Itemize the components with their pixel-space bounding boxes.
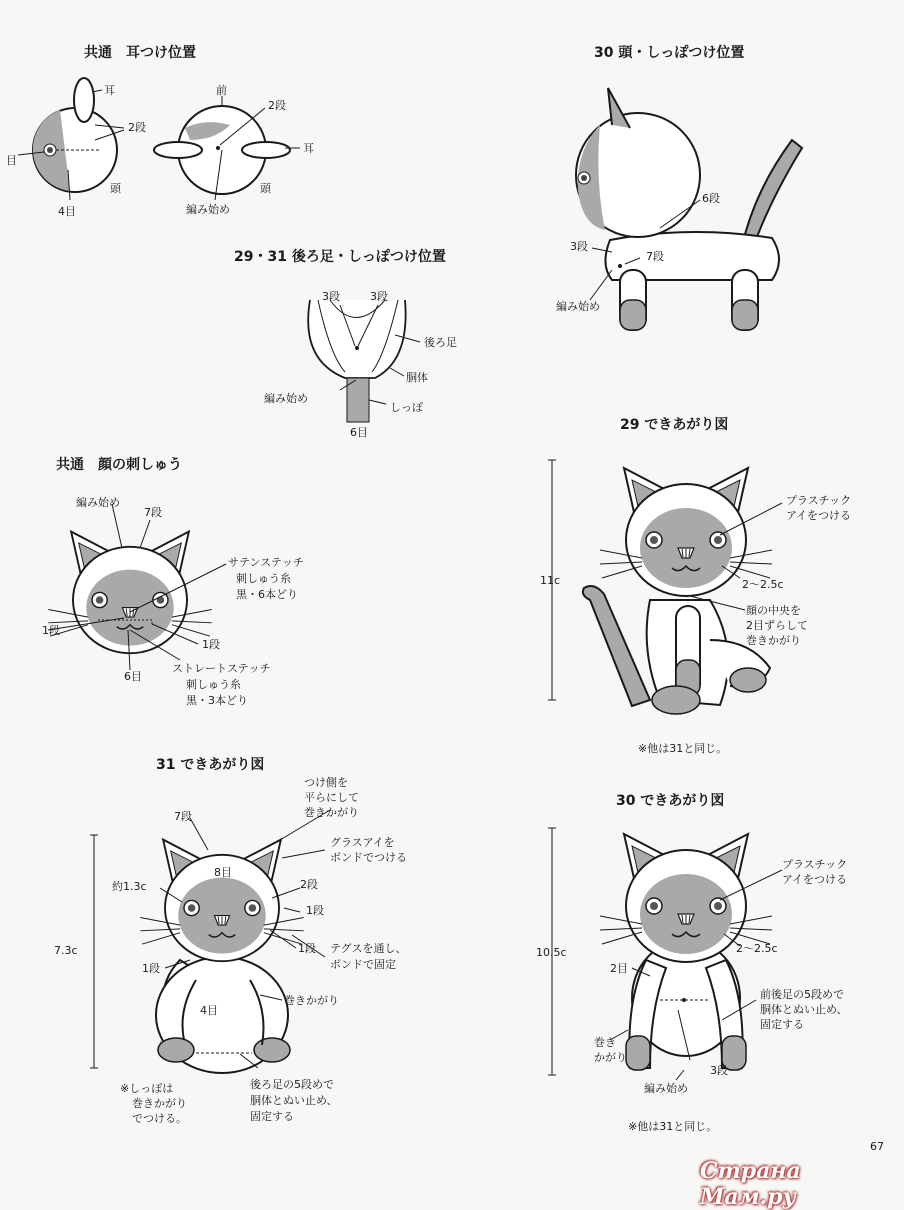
face-start-label: 編み始め (76, 496, 120, 509)
row-2-label: 2段 (128, 121, 146, 134)
face-embroidery-diagram (48, 504, 226, 670)
c29-face-line1: 顔の中央を (746, 604, 801, 617)
tegs-line2: ボンドで固定 (330, 958, 396, 971)
face-row-1b-label: 1段 (202, 638, 220, 651)
c30pos-row-6-label: 6段 (702, 192, 720, 205)
c31-row-1a-label: 1段 (306, 904, 324, 917)
c30pos-row-7-label: 7段 (646, 250, 664, 263)
eye-label: 目 (6, 154, 17, 167)
tail-note-line2: 巻きかがり (132, 1097, 187, 1110)
satin-spec-label: 黒・6本どり (236, 588, 298, 601)
c30-whip-line1: 巻き (594, 1036, 616, 1049)
face-row-7-label: 7段 (144, 506, 162, 519)
c31-row-1b-label: 1段 (298, 942, 316, 955)
hind-leg-label: 後ろ足 (424, 336, 457, 349)
c29-note: ※他は31と同じ。 (638, 742, 728, 755)
head-b-label: 頭 (260, 182, 271, 195)
row-3b-label: 3段 (370, 290, 388, 303)
c30pos-start-label: 編み始め (556, 300, 600, 313)
c31-row-7-label: 7段 (174, 810, 192, 823)
c30-legs-line3: 固定する (760, 1018, 804, 1031)
body-label: 胴体 (406, 371, 428, 384)
hind-leg-note-line2: 胴体とぬい止め、 (250, 1094, 338, 1107)
c31-eyes-4-label: 4目 (200, 1004, 218, 1017)
glass-eye-line1: グラスアイを (330, 836, 395, 849)
hind-leg-position-title: 29・31 後ろ足・しっぽつけ位置 (234, 249, 446, 265)
attach-side-line3: 巻きかがり (304, 806, 359, 819)
face-row-1a-label: 1段 (42, 624, 60, 637)
face-embroidery-title: 共通 顔の刺しゅう (56, 457, 182, 473)
straight-stitch-label: ストレートステッチ (172, 662, 271, 675)
cat-30-position-title: 30 頭・しっぽつけ位置 (594, 45, 745, 61)
cat-31-title: 31 できあがり図 (156, 757, 265, 773)
c29-plastic-line2: アイをつける (786, 509, 852, 522)
c29-face-line3: 巻きかがり (746, 634, 801, 647)
head-label: 頭 (110, 182, 121, 195)
cat-30-head-tail-position-diagram (576, 88, 802, 330)
eyes-4-label: 4目 (58, 205, 76, 218)
start-label: 編み始め (186, 203, 230, 216)
c31-whip-label: 巻きかがり (284, 994, 339, 1007)
tail-label: しっぽ (390, 401, 423, 414)
watermark-logo: Страна Мам.ру (700, 1158, 801, 1210)
c29-face-line2: 2目ずらして (746, 619, 808, 632)
row-2b-label: 2段 (268, 99, 286, 112)
c31-eyes-8-label: 8目 (214, 866, 232, 879)
satin-thread-label: 刺しゅう糸 (236, 572, 291, 585)
c31-size-label: 7.3c (54, 944, 78, 957)
c30-note: ※他は31と同じ。 (628, 1120, 718, 1133)
satin-stitch-label: サテンステッチ (228, 556, 304, 569)
c29-plastic-line1: プラスチック (786, 494, 852, 507)
ear-label: 耳 (104, 84, 115, 97)
tail-note-line3: でつける。 (132, 1112, 187, 1125)
c30-start-label: 編み始め (644, 1082, 688, 1095)
c30-legs-line2: 胴体とぬい止め、 (760, 1003, 848, 1016)
front-label: 前 (216, 84, 227, 97)
straight-thread-label: 刺しゅう糸 (186, 678, 241, 691)
attach-side-line2: 平らにして (304, 791, 359, 804)
attach-side-line1: つけ側を (304, 776, 348, 789)
c30-plastic-line1: プラスチック (782, 858, 848, 871)
c30-plastic-line2: アイをつける (782, 873, 848, 886)
straight-spec-label: 黒・3本どり (186, 694, 248, 707)
page-number: 67 (870, 1140, 884, 1153)
cat-29-title: 29 できあがり図 (620, 417, 729, 433)
c30-range-label: 2〜2.5c (736, 942, 778, 955)
hind-start-label: 編み始め (264, 392, 308, 405)
cat-31-finished-diagram (90, 810, 330, 1073)
row-3a-label: 3段 (322, 290, 340, 303)
face-eyes-6-label: 6目 (124, 670, 142, 683)
hind-leg-note-line3: 固定する (250, 1110, 294, 1123)
tail-note-line1: ※しっぽは (120, 1082, 174, 1095)
c30-legs-line1: 前後足の5段めで (760, 988, 844, 1001)
hind-leg-note-line1: 後ろ足の5段めで (250, 1078, 334, 1091)
c30-row-3-label: 3段 (710, 1064, 728, 1077)
c29-size-label: 11c (540, 574, 561, 587)
c31-row-1c-label: 1段 (142, 962, 160, 975)
glass-eye-line2: ボンドでつける (330, 851, 407, 864)
ear-position-title: 共通 耳つけ位置 (84, 45, 196, 61)
c30-eyes-2-label: 2目 (610, 962, 628, 975)
cat-30-title: 30 できあがり図 (616, 793, 725, 809)
c31-row-2-label: 2段 (300, 878, 318, 891)
c30-whip-line2: かがり (594, 1051, 627, 1064)
tegs-line1: テグスを通し、 (330, 942, 407, 955)
c29-range-label: 2〜2.5c (742, 578, 784, 591)
c30pos-row-3-label: 3段 (570, 240, 588, 253)
approx-size-label: 約1.3c (112, 880, 147, 893)
c30-size-label: 10.5c (536, 946, 567, 959)
eyes-6-label: 6目 (350, 426, 368, 439)
ear-b-label: 耳 (303, 142, 314, 155)
